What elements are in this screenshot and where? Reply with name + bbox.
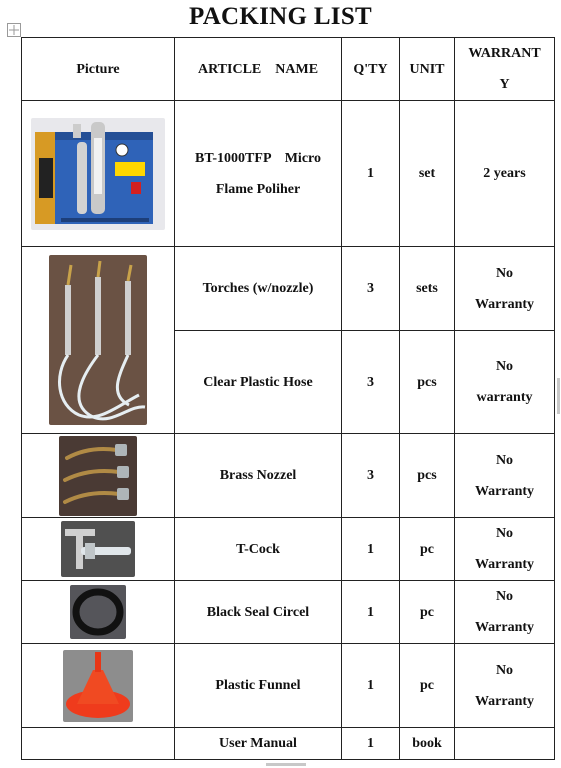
article-name-line1: Brass Nozzel [219,468,297,483]
table-row [22,728,555,760]
article-name-line1: T-Cock [236,541,280,557]
article-name-line1: Torches (w/nozzle) [202,281,314,296]
unit-cell: book [400,728,455,760]
warranty-line2: Warranty [474,296,535,312]
picture-cell [22,434,175,518]
warranty-line2: warranty [476,390,533,405]
warranty-line1: No [495,662,514,678]
unit-cell: set [400,101,455,247]
warranty-line2: Warranty [474,483,535,499]
article-name-cell [175,101,342,247]
funnel-image [63,650,133,722]
warranty-cell [455,581,555,644]
header-article-name: ARTICLE NAME [175,38,342,101]
article-name-cell [175,518,342,581]
table-row [22,101,555,247]
article-name-line1: User Manual [219,736,297,751]
picture-cell [22,581,175,644]
torches-hose-image [49,255,147,425]
table-row [22,644,555,728]
warranty-line1: No [495,589,514,604]
unit-cell: pcs [400,434,455,518]
table-row [22,247,555,331]
article-name-cell [175,331,342,434]
picture-cell [22,728,175,760]
article-name-cell [175,581,342,644]
unit-cell: sets [400,247,455,331]
warranty-line1: No [495,359,514,374]
article-name-line1: Black Seal Circel [206,604,310,620]
warranty-line2: Warranty [474,693,535,709]
warranty-line1: 2 years [483,166,526,181]
article-name-cell [175,644,342,728]
warranty-line2: Warranty [474,557,535,572]
polisher-machine-image [31,118,165,230]
warranty-cell [455,644,555,728]
warranty-line1: No [495,526,514,541]
qty-cell: 1 [342,101,400,247]
qty-cell: 1 [342,581,400,644]
warranty-cell [455,518,555,581]
header-unit: UNIT [400,38,455,101]
warranty-cell [455,728,555,760]
table-row [22,581,555,644]
header-warranty-line2: Y [499,77,510,92]
header-row [22,38,555,101]
qty-cell: 3 [342,247,400,331]
brass-nozzle-image [59,436,137,516]
article-name-line2: Flame Poliher [215,181,301,197]
qty-cell: 1 [342,644,400,728]
warranty-line1: No [495,452,514,468]
table-row [22,518,555,581]
seal-ring-image [70,585,126,639]
qty-cell: 3 [342,434,400,518]
unit-cell: pc [400,518,455,581]
article-name-line1: Clear Plastic Hose [203,374,313,390]
qty-cell: 3 [342,331,400,434]
unit-cell: pcs [400,331,455,434]
warranty-cell [455,434,555,518]
unit-cell: pc [400,581,455,644]
article-name-cell [175,728,342,760]
move-cross-icon[interactable] [7,23,21,37]
table-row [22,434,555,518]
picture-cell [22,247,175,434]
picture-cell [22,518,175,581]
warranty-cell [455,101,555,247]
warranty-cell [455,331,555,434]
warranty-cell [455,247,555,331]
article-name-line1: Plastic Funnel [215,678,301,693]
picture-cell [22,101,175,247]
picture-cell [22,644,175,728]
resize-handle-right[interactable] [557,378,560,414]
header-picture: Picture [22,38,175,101]
unit-cell: pc [400,644,455,728]
header-warranty-line1: WARRANT [468,46,541,61]
warranty-line2: Warranty [474,620,535,635]
qty-cell: 1 [342,728,400,760]
page-title: PACKING LIST [188,3,373,30]
article-name-cell [175,434,342,518]
article-name-line1: BT-1000TFP Micro [195,150,321,166]
header-qty: Q'TY [342,38,400,101]
page-bottom-marker [266,763,306,766]
t-cock-image [61,521,135,577]
article-name-cell [175,247,342,331]
header-warranty [455,38,555,101]
qty-cell: 1 [342,518,400,581]
packing-table [21,37,555,760]
warranty-line1: No [495,265,514,281]
